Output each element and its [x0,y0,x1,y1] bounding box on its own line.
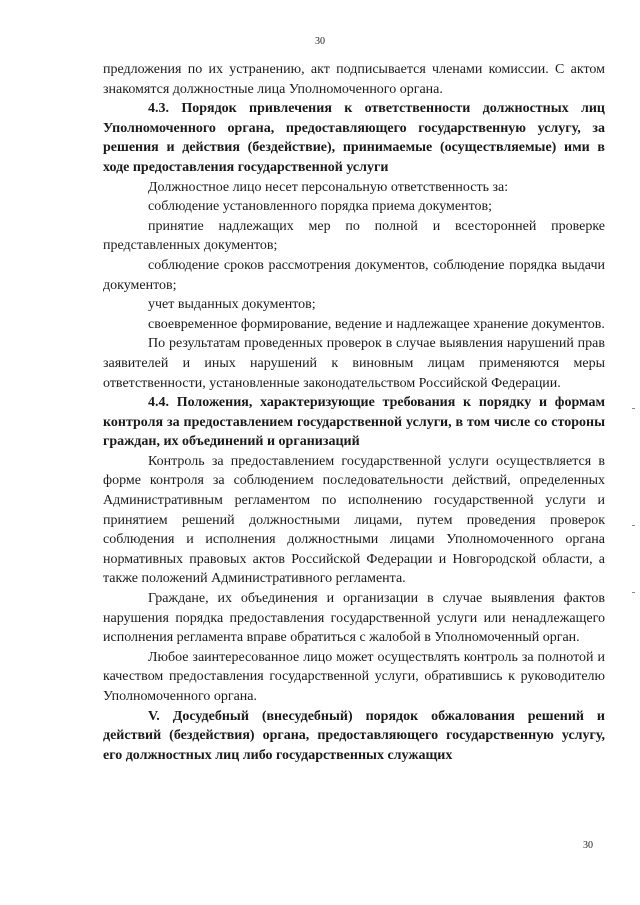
paragraph-inspection-results: По результатам проведенных проверок в случае выявления нарушений прав заявителей и иных нарушений к виновным лицам применяются меры ответственности, установленные законодательством Российской Федерации. [103,336,605,391]
list-item: соблюдение сроков рассмотрения документов, соблюдение порядка выдачи документов; [103,257,605,293]
scan-edge-mark [632,408,635,409]
paragraph-control-form: Контроль за предоставлением государственной услуги осуществляется в форме контроля за соблюдением последовательности действий, определенных Административным регламентом по исполнению государственной услуги и принятием решений должностными лицами, путем проведения проверок соблюдения и исполнения должностными лицами Уполномоченного органа нормативных правовых актов Российской Федерации и Новгородской области, а также положений Административного регламента. [103,453,605,587]
document-body [103,60,605,765]
page-number-top: 30 [315,36,325,47]
list-item: принятие надлежащих мер по полной и всесторонней проверке представленных документов; [103,218,605,254]
list-item: учет выданных документов; [148,297,316,313]
scan-edge-mark [632,525,635,526]
list-item: своевременное формирование, ведение и надлежащее хранение документов. [148,316,605,332]
paragraph-responsibility-intro: Должностное лицо несет персональную ответственность за: [148,179,509,195]
paragraph-continuation: предложения по их устранению, акт подписывается членами комиссии. С актом знакомятся должностные лица Уполномоченного органа. [103,62,605,97]
scan-edge-mark [632,592,635,593]
section-heading-4-3: 4.3. Порядок привлечения к ответственности должностных лиц Уполномоченного органа, предоставляющего государственную услугу, за решения и действия (бездействие), принимаемые (осуществляемые) ими в ходе предоставления государственной услуги [103,101,605,175]
paragraph-interested-party: Любое заинтересованное лицо может осуществлять контроль за полнотой и качеством предоставления государственной услуги, обратившись к руководителю Уполномоченного органа. [103,649,605,704]
paragraph-citizens-complaint: Граждане, их объединения и организации в случае выявления фактов нарушения порядка предоставления государственной услуги или ненадлежащего исполнения регламента вправе обратиться с жалобой в Уполномоченный орган. [103,591,605,646]
list-item: соблюдение установленного порядка приема документов; [148,199,493,215]
section-heading-4-4: 4.4. Положения, характеризующие требования к порядку и формам контроля за предоставлением государственной услуги, в том числе со стороны граждан, их объединений и организаций [103,395,605,450]
page-number-bottom: 30 [583,840,593,851]
section-heading-v: V. Досудебный (внесудебный) порядок обжалования решений и действий (бездействия) органа, предоставляющего государственную услугу, его должностных лиц либо государственных служащих [103,708,605,763]
